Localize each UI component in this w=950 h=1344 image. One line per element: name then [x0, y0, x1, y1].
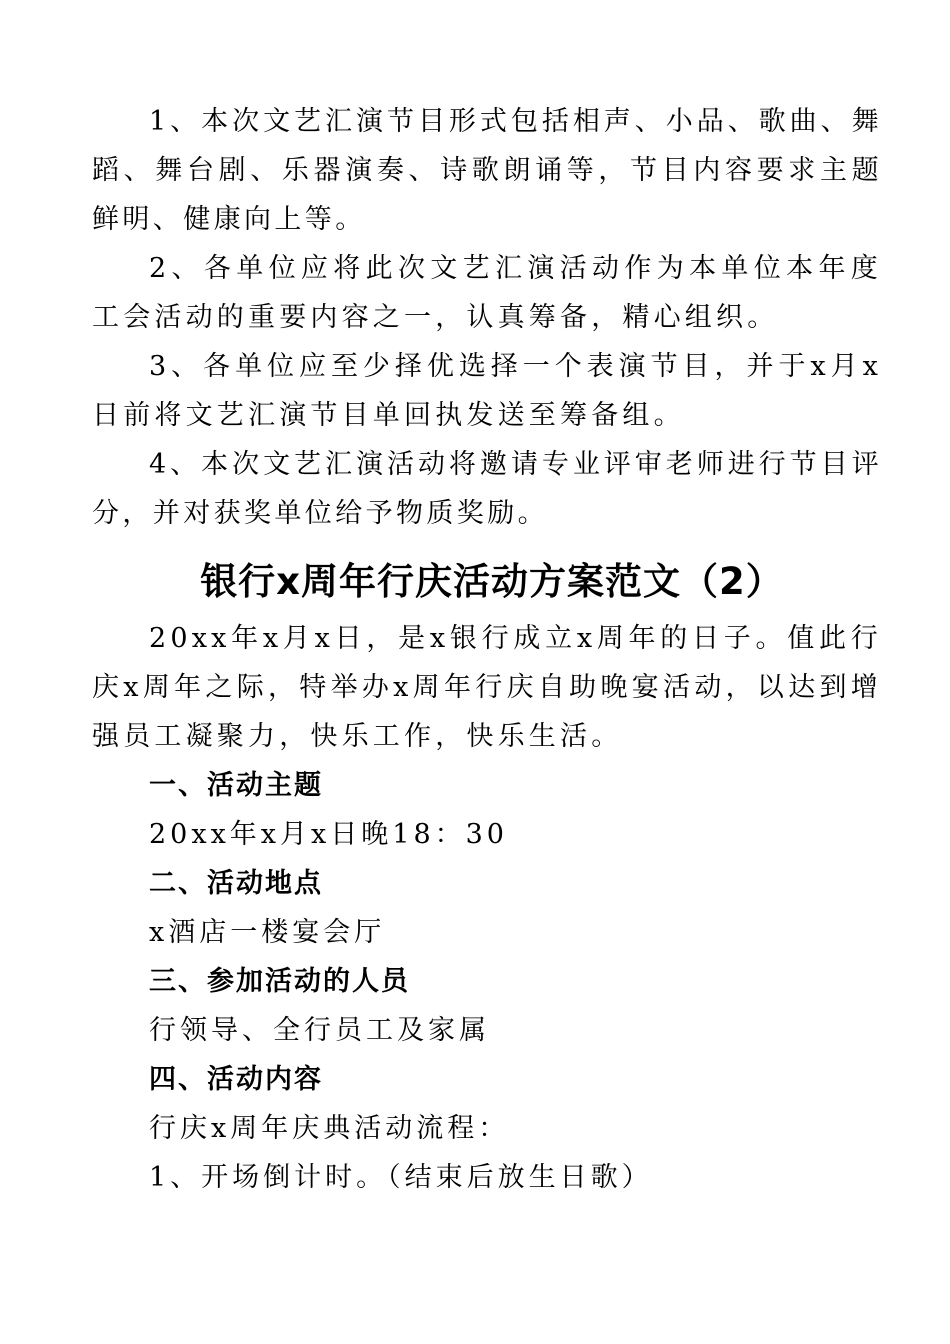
section-text-content: 行庆x周年庆典活动流程：: [149, 1113, 510, 1144]
paragraph-item-4: 4、本次文艺汇演活动将邀请专业评审老师进行节目评分，并对获奖单位给予物质奖励。: [92, 449, 882, 529]
paragraph-item-2: 2、各单位应将此次文艺汇演活动作为本单位本年度工会活动的重要内容之一，认真筹备，精心组织。: [92, 253, 882, 333]
intro-paragraph: 20xx年x月x日，是x银行成立x周年的日子。值此行庆x周年之际，特举办x周年行庆自助晚宴活动，以达到增强员工凝聚力，快乐工作，快乐生活。: [92, 623, 882, 752]
article-title: 银行x周年行庆活动方案范文（2）: [200, 560, 784, 603]
flow-item-1: 1、开场倒计时。（结束后放生日歌）: [149, 1162, 653, 1193]
section-text-participants: 行领导、全行员工及家属: [149, 1015, 490, 1046]
section-heading-location: 二、活动地点: [149, 868, 323, 899]
section-heading-content: 四、活动内容: [149, 1064, 323, 1095]
paragraph-item-3: 3、各单位应至少择优选择一个表演节目，并于x月x日前将文艺汇演节目单回执发送至筹备组。: [92, 351, 882, 431]
section-heading-participants: 三、参加活动的人员: [149, 966, 410, 997]
document-content: [92, 97, 882, 1202]
paragraph-item-1: 1、本次文艺汇演节目形式包括相声、小品、歌曲、舞蹈、舞台剧、乐器演奏、诗歌朗诵等，节目内容要求主题鲜明、健康向上等。: [92, 106, 882, 235]
section-text-location: x酒店一楼宴会厅: [149, 917, 386, 948]
section-text-theme: 20xx年x月x日晚18：30: [149, 819, 508, 850]
section-heading-theme: 一、活动主题: [149, 770, 323, 801]
